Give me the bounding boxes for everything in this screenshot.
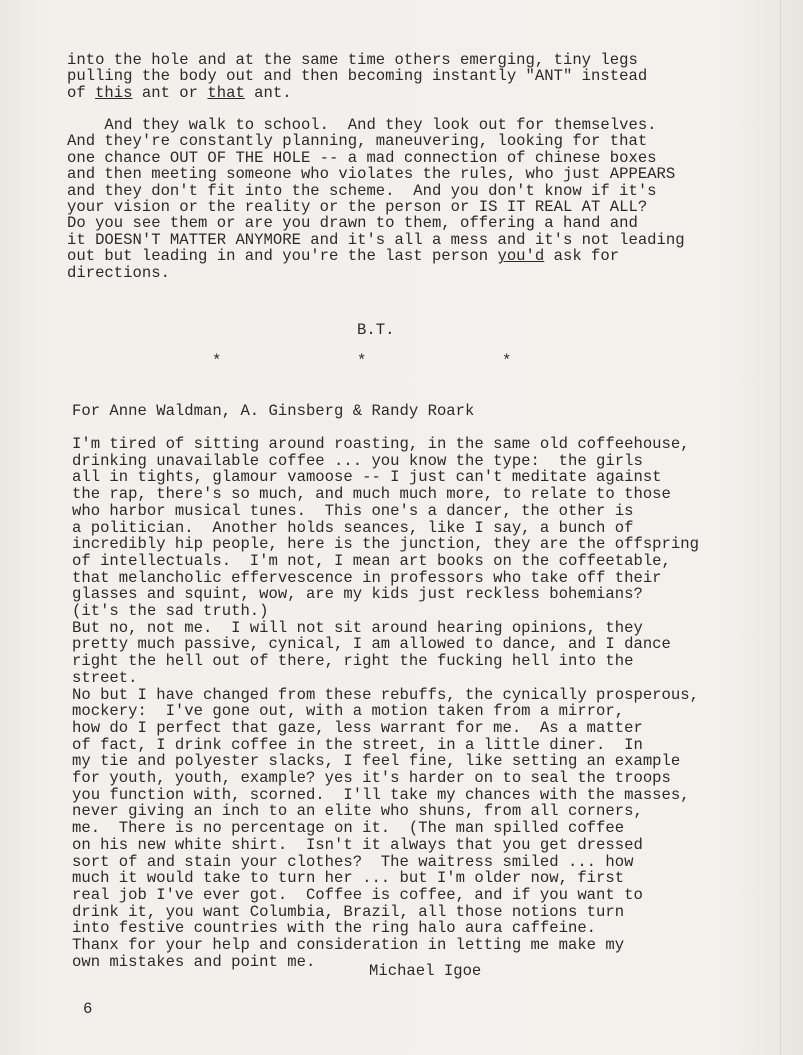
poem-line: right the hell out of there, right the fucking hell into the [72, 652, 634, 671]
poem-line: street. [72, 668, 138, 687]
poem-line: incredibly hip people, here is the junction, they are the offspring [72, 535, 699, 554]
section-divider [212, 352, 512, 368]
poem-line: drink it, you want Columbia, Brazil, all those notions turn [72, 902, 625, 921]
poem-line: the rap, there's so much, and much much more, to relate to those [72, 485, 671, 504]
underlined-word: that [207, 83, 245, 102]
underlined-word: you'd [497, 247, 545, 266]
text-fragment: ant or [132, 83, 208, 102]
poem-line: much it would take to turn her ... but I'm older now, first [72, 869, 625, 888]
poem-line: a politician. Another holds seances, like I say, a bunch of [72, 518, 634, 537]
signature-bt: B.T. [357, 321, 395, 339]
poem-line: glasses and squint, wow, are my kids just reckless bohemians? [72, 585, 643, 604]
text-line: and then meeting someone who violates the rules, who just APPEARS [67, 165, 676, 184]
poem-line: all in tights, glamour vamoose -- I just can't meditate against [72, 468, 662, 487]
text-line: And they walk to school. And they look out for themselves. [67, 116, 657, 134]
poem-line: (it's the sad truth.) [72, 602, 269, 621]
paragraph-ant [67, 52, 647, 101]
poem-line: real job I've ever got. Coffee is coffee, and if you want to [72, 885, 643, 904]
text-fragment: out but leading in and you're the last person [67, 247, 498, 266]
paragraph-school [67, 117, 685, 281]
poem-line: drinking unavailable coffee ... you know the type: the girls [72, 451, 643, 470]
poem-line: on his new white shirt. Isn't it always that you get dressed [72, 835, 643, 854]
poem-line: of intellectuals. I'm not, I mean art books on the coffeetable, [72, 551, 671, 570]
text-fragment: ant. [244, 83, 292, 102]
text-line: your vision or the reality or the person or IS IT REAL AT ALL? [67, 198, 648, 217]
text-line [67, 85, 647, 101]
dedication: For Anne Waldman, A. Ginsberg & Randy Roark [72, 402, 475, 420]
poem-line: for youth, youth, example? yes it's harder on to seal the troops [72, 769, 671, 788]
poem-line: me. There is no percentage on it. (The man spilled coffee [72, 819, 625, 838]
page-edge-shadow [780, 0, 781, 1055]
poem-line: mockery: I've gone out, with a motion taken from a mirror, [72, 702, 625, 721]
text-line: directions. [67, 263, 170, 282]
text-line: Do you see them or are you drawn to them, offering a hand and [67, 214, 638, 233]
text-line: And they're constantly planning, maneuvering, looking for that [67, 132, 648, 151]
poem-line: that melancholic effervescence in professors who take off their [72, 568, 662, 587]
poem-line: sort of and stain your clothes? The waitress smiled ... how [72, 852, 634, 871]
poem-line: you function with, scorned. I'll take my chances with the masses, [72, 785, 690, 804]
asterisk: * [212, 352, 222, 370]
poem-line: who harbor musical tunes. This one's a dancer, the other is [72, 501, 634, 520]
text-line: into the hole and at the same time others emerging, tiny legs [67, 51, 638, 69]
text-line: it DOESN'T MATTER ANYMORE and it's all a mess and it's not leading [67, 230, 685, 249]
text-line: and they don't fit into the scheme. And you don't know if it's [67, 181, 657, 200]
poem-line: how do I perfect that gaze, less warrant for me. As a matter [72, 718, 643, 737]
poem-line: Thanx for your help and consideration in letting me make my [72, 936, 625, 955]
text-fragment: ask for [544, 247, 620, 266]
text-line: pulling the body out and then becoming instantly "ANT" instead [67, 67, 648, 86]
poem-line: No but I have changed from these rebuffs, the cynically prosperous, [72, 685, 699, 704]
poem-line: I'm tired of sitting around roasting, in the same old coffeehouse, [72, 435, 690, 453]
poem-line: never giving an inch to an elite who shuns, from all corners, [72, 802, 643, 821]
asterisk: * [502, 352, 512, 370]
page-number: 6 [83, 1000, 93, 1018]
poem-line: pretty much passive, cynical, I am allowed to dance, and I dance [72, 635, 671, 654]
poem-line: But no, not me. I will not sit around hearing opinions, they [72, 618, 643, 637]
poem-line: into festive countries with the ring halo aura caffeine. [72, 919, 597, 938]
text-fragment: of [67, 83, 96, 102]
poem-line: my tie and polyester slacks, I feel fine, like setting an example [72, 752, 681, 771]
poem-line: own mistakes and point me. [72, 952, 316, 971]
underlined-word: this [95, 83, 133, 102]
text-line: one chance OUT OF THE HOLE -- a mad connection of chinese boxes [67, 148, 657, 167]
signature-michael-igoe: Michael Igoe [369, 962, 482, 980]
poem-line: of fact, I drink coffee in the street, in a little diner. In [72, 735, 643, 754]
poem-body [72, 436, 699, 971]
text-line [67, 248, 685, 264]
asterisk: * [357, 352, 367, 370]
